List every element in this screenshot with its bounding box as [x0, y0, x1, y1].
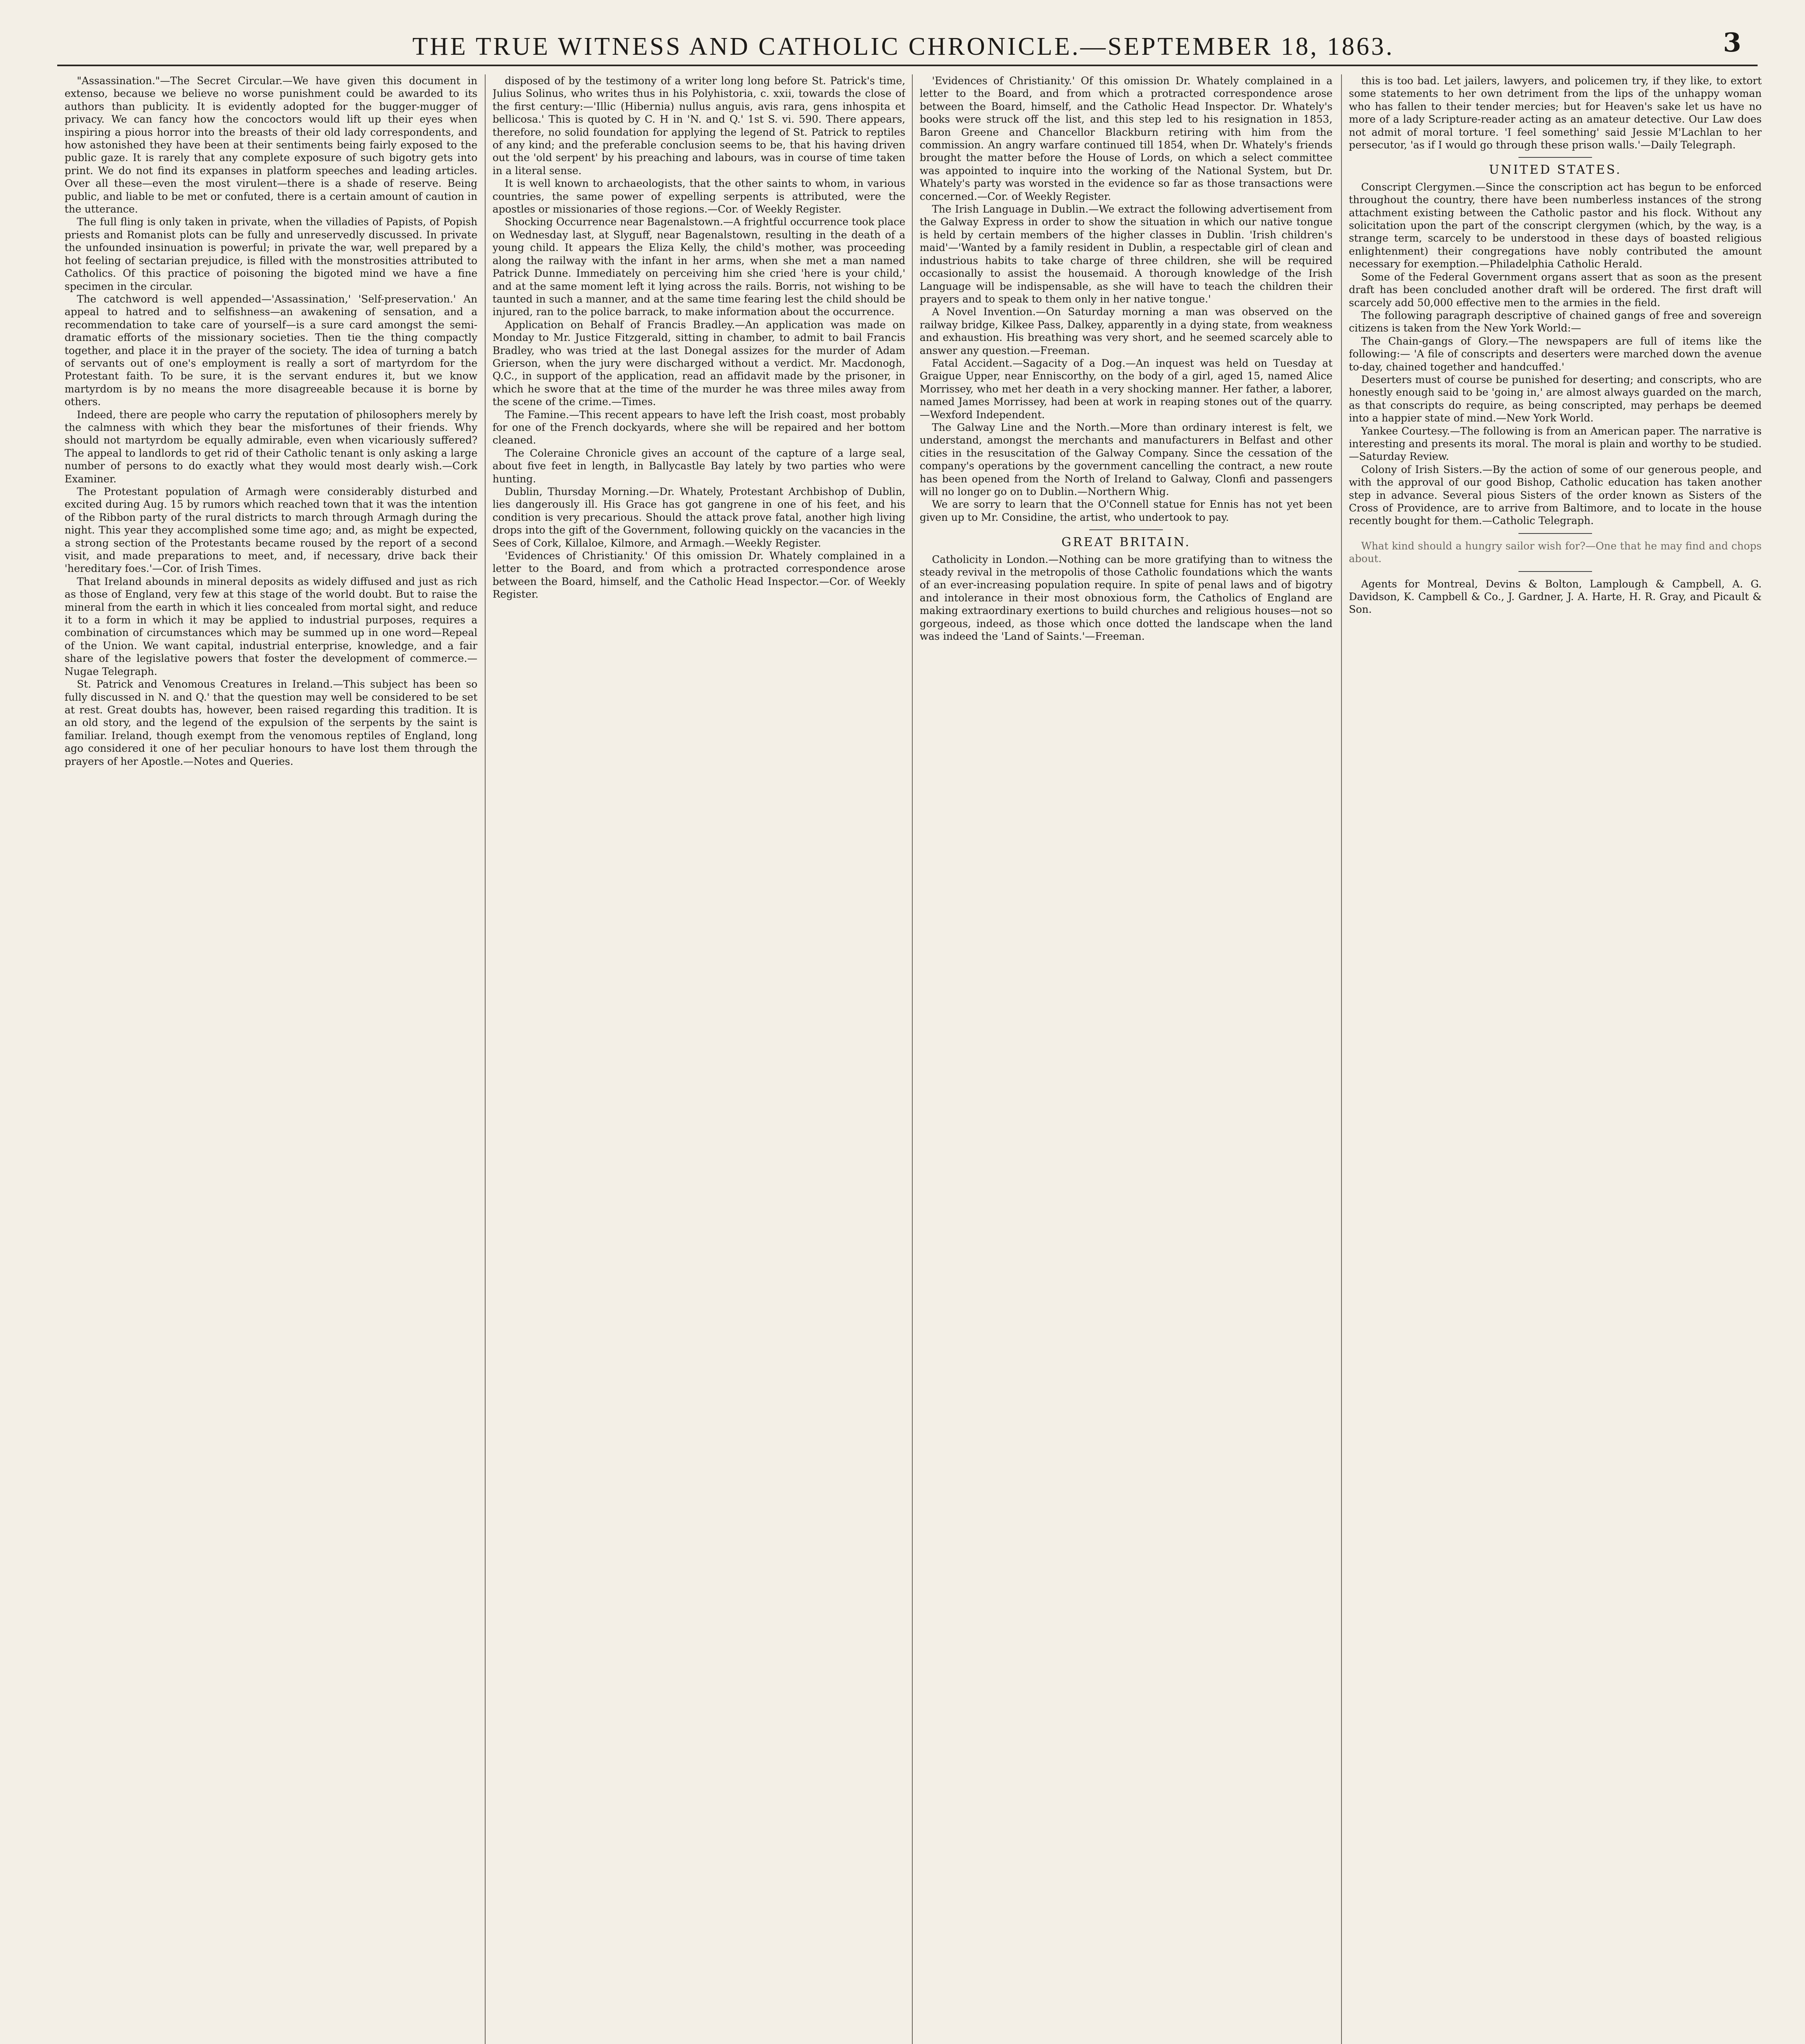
article-paragraph: Yankee Courtesy.—The following is from an American paper. The narrative is interesting and presents its moral. The moral is plain and worthy to be studied.—Saturday Review.: [1349, 425, 1762, 463]
article-paragraph: "Assassination."—The Secret Circular.—We have given this document in extenso, because we believe no worse punishment could be awarded to its authors than publicity. It is evidently adopted for the bugger-mugger of privacy. We can fancy how the concoctors would lift up their eyes when inspiring a pious horror into the breasts of their old lady correspondents, and how astonished they have been at their sentiments being fairly exposed to the public gaze. It is rarely that any complete exposure of such bigotry gets into print. We do not find its expanses in platform speeches and leading articles. Over all these—even the most virulent—there is a shade of reserve. Being public, and liable to be met or confuted, there is a certain amount of caution in the utterance.: [65, 75, 477, 215]
page-number: 3: [1723, 27, 1741, 58]
article-paragraph: Catholicity in London.—Nothing can be more gratifying than to witness the steady revival in the metropolis of those Catholic foundations which the wants of an ever-increasing population require. In spite of penal laws and of bigotry and intolerance in their most obnoxious form, the Catholics of England are making extraordinary exertions to build churches and religious houses—not so gorgeous, indeed, as those which once dotted the landscape when the land was indeed the 'Land of Saints.'—Freeman.: [920, 553, 1332, 643]
article-paragraph: Shocking Occurrence near Bagenalstown.—A frightful occurrence took place on Wednesday last, at Slyguff, near Bagenalstown, resulting in the death of a young child. It appears the Eliza Kelly, the child's mother, was proceeding along the railway with the infant in her arms, when she met a man named Patrick Dunne. Immediately on perceiving him she cried 'here is your child,' and at the same moment left it lying across the rails. Borris, not wishing to be taunted in such a manner, and at the same time fearing lest the child should be injured, ran to the police barrack, to make information about the occurrence.: [493, 216, 905, 318]
article-paragraph: The Coleraine Chronicle gives an account of the capture of a large seal, about five feet in length, in Ballycastle Bay lately by two parties who were hunting.: [493, 447, 905, 485]
article-paragraph: 'Evidences of Christianity.' Of this omission Dr. Whately complained in a letter to the Board, and from which a protracted correspondence arose between the Board, himself, and the Catholic Head Inspector. Dr. Whately's books were struck off the list, and this step led to his resignation in 1853, Baron Greene and Chancellor Blackburn retiring with him from the commission. An angry warfare continued till 1854, when Dr. Whately's friends brought the matter before the House of Lords, on which a select committee was appointed to inquire into the working of the National System, but Dr. Whately's party was worsted in the evidence so far as those transactions were concerned.—Cor. of Weekly Register.: [920, 75, 1332, 202]
article-paragraph: Dublin, Thursday Morning.—Dr. Whately, Protestant Archbishop of Dublin, lies dangerously ill. His Grace has got gangrene in one of his feet, and his condition is very precarious. Should the attack prove fatal, another high living drops into the gift of the Government, following quickly on the vacancies in the Sees of Cork, Killaloe, Kilmore, and Armagh.—Weekly Register.: [493, 486, 905, 549]
section-heading: GREAT BRITAIN.: [1061, 535, 1191, 550]
article-paragraph: The Chain-gangs of Glory.—The newspapers are full of items like the following:— 'A file of conscripts and deserters were marched down the avenue to-day, chained together and handcuffed.': [1349, 335, 1762, 373]
section-divider: [1518, 571, 1592, 572]
article-paragraph: Conscript Clergymen.—Since the conscription act has begun to be enforced throughout the country, there have been numberless instances of the strong attachment existing between the Catholic pastor and his flock. Without any solicitation upon the part of the conscript clergymen (which, by the way, is a strange term, scarcely to be understood in these days of boasted religious enlightenment) their congregations have nobly contributed the amount necessary for exemption.—Philadelphia Catholic Herald.: [1349, 181, 1762, 270]
text-column-4: [1349, 74, 1762, 2044]
article-paragraph: That Ireland abounds in mineral deposits as widely diffused and just as rich as those of England, very few at this stage of the world doubt. But to raise the mineral from the earth in which it lies concealed from mortal sight, and reduce it to a form in which it may be applied to industrial purposes, requires a combination of circumstances which may be summed up in one word—Repeal of the Union. We want capital, industrial enterprise, knowledge, and a fair share of the legislative powers that foster the development of commerce.—Nugae Telegraph.: [65, 575, 477, 677]
column-divider: [1341, 74, 1342, 2044]
article-paragraph: The full fling is only taken in private, when the villadies of Papists, of Popish priests and Romanist plots can be fully and unreservedly discussed. In private the unfounded insinuation is powerful; in private the war, well prepared by a hot feeling of sectarian prejudice, is filled with the monstrosities attributed to Catholics. Of this practice of poisoning the bigoted mind we have a fine specimen in the circular.: [65, 216, 477, 292]
article-paragraph: The Protestant population of Armagh were considerably disturbed and excited during Aug. 15 by rumors which reached town that it was the intention of the Ribbon party of the rural districts to march through Armagh during the night. This year they accomplished some time ago; and, as might be expected, a strong section of the Protestants became roused by the report of a second visit, and made preparations to meet, and, if necessary, drive back their 'hereditary foes.'—Cor. of Irish Times.: [65, 486, 477, 575]
article-paragraph: What kind should a hungry sailor wish for?—One that he may find and chops about.: [1349, 540, 1762, 565]
article-paragraph: The Galway Line and the North.—More than ordinary interest is felt, we understand, amongst the merchants and manufacturers in Belfast and other cities in the resuscitation of the Galway Company. Since the cessation of the company's operations by the government cancelling the contract, a new route has been opened from the North of Ireland to Galway, Clonfi and passengers will no longer go on to Dublin.—Northern Whig.: [920, 421, 1332, 498]
article-paragraph: The following paragraph descriptive of chained gangs of free and sovereign citizens is taken from the New York World:—: [1349, 309, 1762, 334]
masthead: [65, 16, 1741, 61]
article-paragraph: disposed of by the testimony of a writer long long before St. Patrick's time, Julius Solinus, who writes thus in his Polyhistoria, c. xxii, towards the close of the first century:—'Illic (Hibernia) nullus anguis, avis rara, gens inhospita et bellicosa.' This is quoted by C. H in 'N. and Q.' 1st S. vi. 590. There appears, therefore, no solid foundation for applying the legend of St. Patrick to reptiles of any kind; and the preferable conclusion seems to be, that his having driven out the 'old serpent' by his preaching and labours, was in course of time taken in a literal sense.: [493, 75, 905, 177]
article-paragraph: The Famine.—This recent appears to have left the Irish coast, most probably for one of the French dockyards, where she will be repaired and her bottom cleaned.: [493, 408, 905, 446]
article-paragraph: St. Patrick and Venomous Creatures in Ireland.—This subject has been so fully discussed in N. and Q.' that the question may well be considered to be set at rest. Great doubts has, however, been raised regarding this tradition. It is an old story, and the legend of the expulsion of the serpents by the saint is familiar. Ireland, though exempt from the venomous reptiles of England, long ago considered it one of her peculiar honours to have lost them through the prayers of her Apostle.—Notes and Queries.: [65, 678, 477, 767]
section-divider: [1089, 529, 1163, 530]
article-paragraph: We are sorry to learn that the O'Connell statue for Ennis has not yet been given up to Mr. Considine, the artist, who undertook to pay.: [920, 498, 1332, 523]
column-divider: [485, 74, 486, 2044]
article-paragraph: Agents for Montreal, Devins & Bolton, Lamplough & Campbell, A. G. Davidson, K. Campbell & Co., J. Gardner, J. A. Harte, H. R. Gray, and Picault & Son.: [1349, 578, 1762, 616]
text-column-3: [920, 74, 1332, 2044]
article-paragraph: The catchword is well appended—'Assassination,' 'Self-preservation.' An appeal to hatred and to selfishness—an awakening of sensation, and a recommendation to take care of yourself—is a sure card amongst the semi-dramatic efforts of the missionary societies. Then tie the thing compactly together, and place it in the prayer of the society. The idea of turning a batch of servants out of one's employment is really a sort of martyrdom for the Protestant faith. To be sure, it is the servant endures it, but we know martyrdom is by no means the more disagreeable because it is borne by others.: [65, 293, 477, 408]
section-divider: [1518, 157, 1592, 158]
article-paragraph: this is too bad. Let jailers, lawyers, and policemen try, if they like, to extort some statements to her own detriment from the lips of the unhappy woman who has fallen to their tender mercies; but for Heaven's sake let us have no more of a lady Scripture-reader acting as an amateur detective. Our Law does not admit of moral torture. 'I feel something' said Jessie M'Lachlan to her persecutor, 'as if I would go through these prison walls.'—Daily Telegraph.: [1349, 75, 1762, 151]
article-paragraph: Deserters must of course be punished for deserting; and conscripts, who are honestly enough said to be 'going in,' are almost always guarded on the march, as that conscripts do require, as being conscripted, may perhaps be deemed into a happier state of mind.—New York World.: [1349, 373, 1762, 424]
article-paragraph: Fatal Accident.—Sagacity of a Dog.—An inquest was held on Tuesday at Graigue Upper, near Enniscorthy, on the body of a girl, aged 15, named Alice Morrissey, who met her death in a very shocking manner. Her father, a laborer, named James Morrissey, had been at work in reaping stones out of the quarry.—Wexford Independent.: [920, 357, 1332, 421]
section-heading: UNITED STATES.: [1489, 163, 1622, 177]
article-paragraph: Some of the Federal Government organs assert that as soon as the present draft has been concluded another draft will be ordered. The first draft will scarcely add 50,000 effective men to the armies in the field.: [1349, 271, 1762, 309]
article-paragraph: A Novel Invention.—On Saturday morning a man was observed on the railway bridge, Kilkee Pass, Dalkey, apparently in a dying state, from weakness and exhaustion. His breathing was very short, and he seemed scarcely able to answer any question.—Freeman.: [920, 306, 1332, 356]
text-column-1: [65, 74, 477, 2044]
masthead-rule: [57, 65, 1758, 66]
article-paragraph: The Irish Language in Dublin.—We extract the following advertisement from the Galway Express in order to show the situation in which our native tongue is held by certain members of the higher classes in Dublin. 'Irish children's maid'—'Wanted by a family resident in Dublin, a respectable girl of clean and industrious habits to take charge of three children, she will be required occasionally to assist the housemaid. A thorough knowledge of the Irish Language will be indispensable, as she will have to teach the children their prayers and to speak to them only in her native tongue.': [920, 203, 1332, 305]
column-divider: [912, 74, 913, 2044]
article-paragraph: It is well known to archaeologists, that the other saints to whom, in various countries, the same power of expelling serpents is attributed, were the apostles or missionaries of those regions.—Cor. of Weekly Register.: [493, 177, 905, 215]
article-paragraph: Colony of Irish Sisters.—By the action of some of our generous people, and with the approval of our good Bishop, Catholic education has taken another step in advance. Several pious Sisters of the order known as Sisters of the Cross of Providence, are to arrive from Baltimore, and to locate in the house recently bought for them.—Catholic Telegraph.: [1349, 463, 1762, 527]
article-paragraph: Indeed, there are people who carry the reputation of philosophers merely by the calmness with which they bear the misfortunes of their friends. Why should not martyrdom be equally admirable, even when vicariously suffered? The appeal to landlords to get rid of their Catholic tenant is only asking a large number of persons to do exactly what they would most dearly wish.—Cork Examiner.: [65, 408, 477, 485]
section-divider: [1518, 533, 1592, 534]
text-column-2: [493, 74, 905, 2044]
masthead-title: THE TRUE WITNESS AND CATHOLIC CHRONICLE.—SEPTEMBER 18, 1863.: [412, 33, 1395, 61]
article-paragraph: Application on Behalf of Francis Bradley.—An application was made on Monday to Mr. Justice Fitzgerald, sitting in chamber, to admit to bail Francis Bradley, who was tried at the last Donegal assizes for the murder of Adam Grierson, when the jury were discharged without a verdict. Mr. Macdonogh, Q.C., in support of the application, read an affidavit made by the prisoner, in which he swore that at the time of the murder he was three miles away from the scene of the crime.—Times.: [493, 318, 905, 408]
article-paragraph: 'Evidences of Christianity.' Of this omission Dr. Whately complained in a letter to the Board, and from which a protracted correspondence arose between the Board, himself, and the Catholic Head Inspector.—Cor. of Weekly Register.: [493, 550, 905, 601]
